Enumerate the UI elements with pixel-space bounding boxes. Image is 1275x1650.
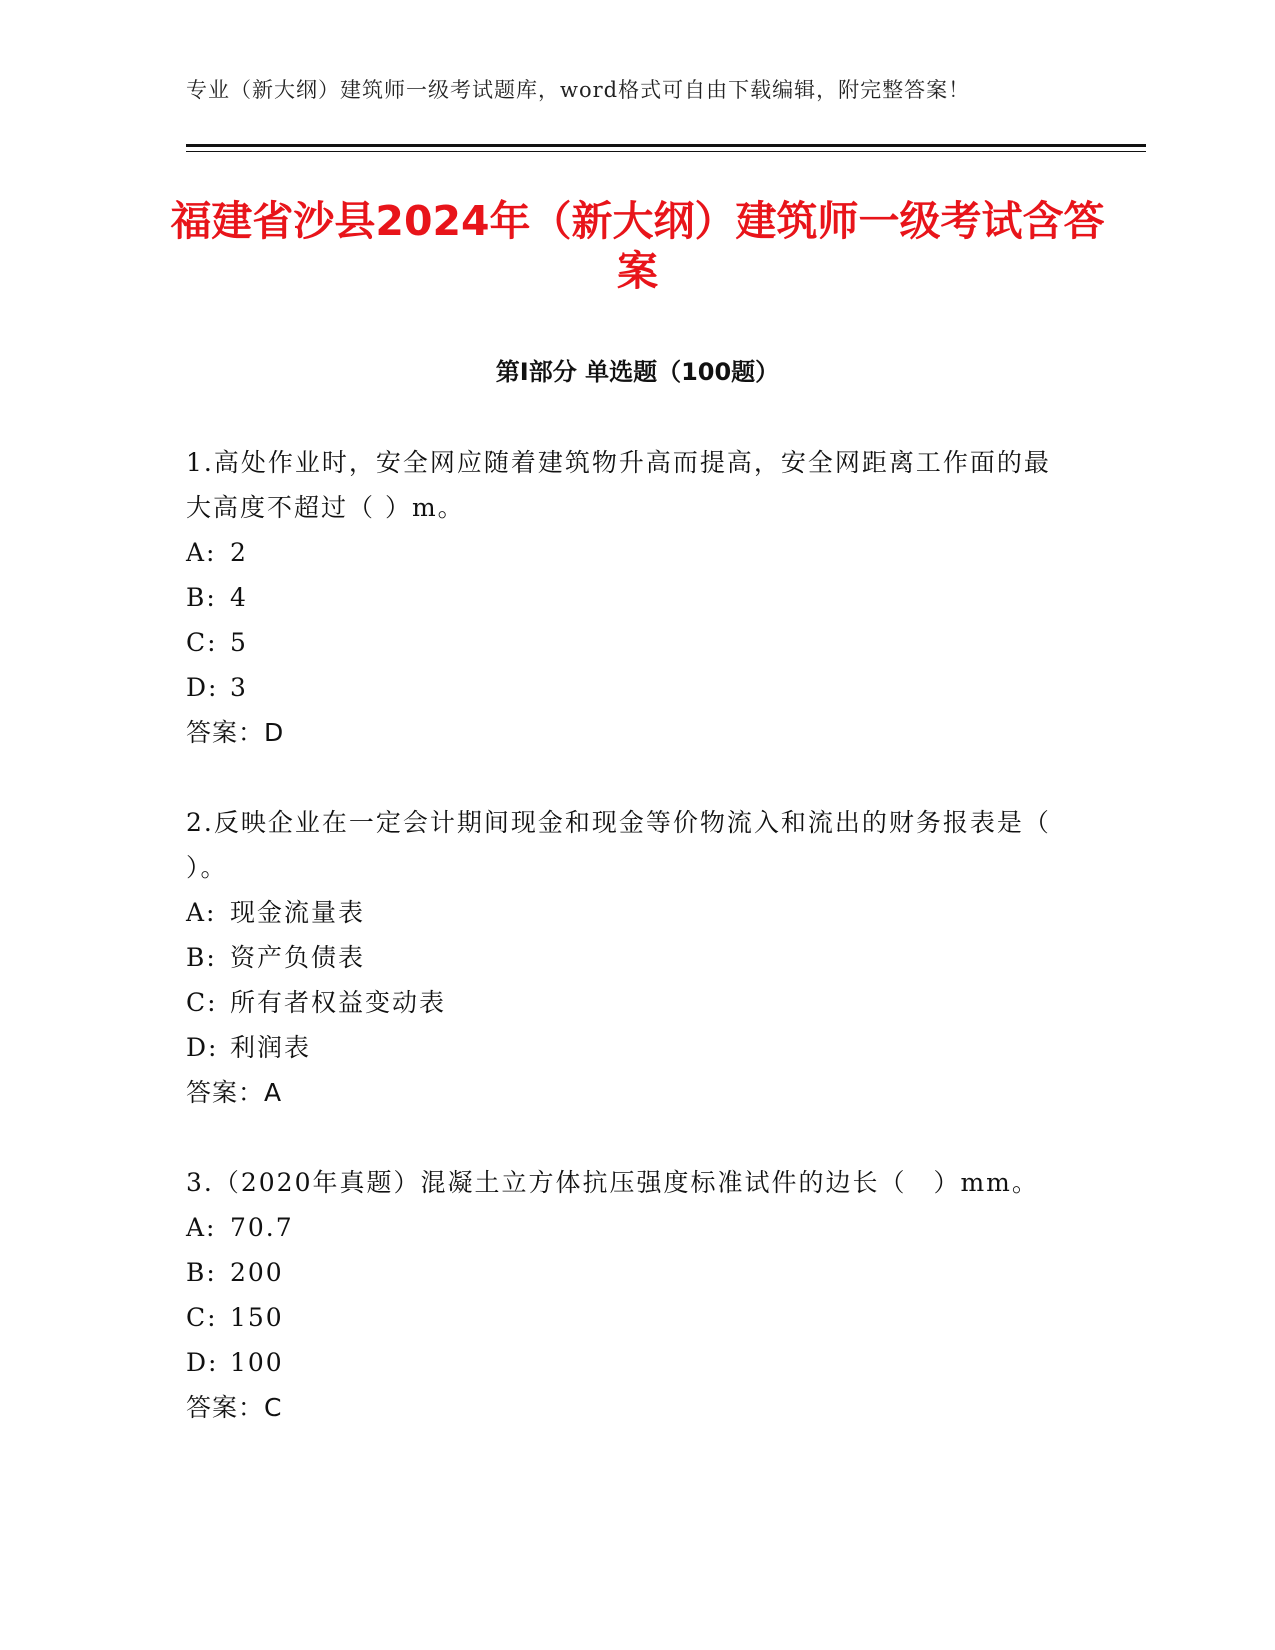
option-key: A: [186, 538, 217, 567]
header-note: 专业（新大纲）建筑师一级考试题库，word格式可自由下载编辑，附完整答案！ [186, 78, 971, 102]
option-text: 利润表 [230, 1033, 312, 1062]
option-text: 200 [230, 1258, 284, 1287]
answer: 答案：A [186, 1078, 283, 1107]
option-b [186, 935, 1066, 980]
option-key: D: [186, 673, 219, 702]
option-d [186, 1340, 1066, 1385]
option-text: 5 [230, 628, 248, 657]
question-stem: 1.高处作业时，安全网应随着建筑物升高而提高，安全网距离工作面的最大高度不超过（ ）m。 [186, 448, 1051, 522]
question-stem: 2.反映企业在一定会计期间现金和现金等价物流入和流出的财务报表是（ ）。 [186, 808, 1051, 882]
option-text: 资产负债表 [230, 943, 366, 972]
option-text: 4 [230, 583, 248, 612]
question-stem: 3.（2020年真题）混凝土立方体抗压强度标准试件的边长（ ）mm。 [186, 1168, 1039, 1197]
option-a [186, 890, 1066, 935]
question-3 [186, 1160, 1066, 1430]
option-key: D: [186, 1348, 219, 1377]
question-1 [186, 440, 1066, 755]
question-2 [186, 800, 1066, 1115]
option-d [186, 665, 1066, 710]
option-key: B: [186, 1258, 217, 1287]
section-title: 第I部分 单选题（100题） [495, 358, 780, 386]
option-a [186, 1205, 1066, 1250]
option-text: 100 [230, 1348, 284, 1377]
option-text: 2 [230, 538, 248, 567]
option-key: C: [186, 1303, 218, 1332]
header-rule-thin [186, 151, 1146, 152]
answer: 答案：C [186, 1393, 283, 1422]
option-key: A: [186, 1213, 217, 1242]
option-text: 所有者权益变动表 [230, 988, 447, 1017]
option-text: 3 [230, 673, 248, 702]
option-c [186, 980, 1066, 1025]
document-title: 福建省沙县2024年（新大纲）建筑师一级考试含答案 [170, 197, 1105, 295]
option-key: C: [186, 988, 218, 1017]
option-c [186, 620, 1066, 665]
option-a [186, 530, 1066, 575]
option-text: 现金流量表 [230, 898, 366, 927]
option-b [186, 575, 1066, 620]
option-key: A: [186, 898, 217, 927]
option-text: 150 [230, 1303, 284, 1332]
option-key: C: [186, 628, 218, 657]
option-text: 70.7 [230, 1213, 294, 1242]
answer: 答案：D [186, 718, 285, 747]
option-b [186, 1250, 1066, 1295]
option-d [186, 1025, 1066, 1070]
option-key: B: [186, 583, 217, 612]
option-key: B: [186, 943, 217, 972]
option-c [186, 1295, 1066, 1340]
header-rule-thick [186, 144, 1146, 147]
option-key: D: [186, 1033, 219, 1062]
